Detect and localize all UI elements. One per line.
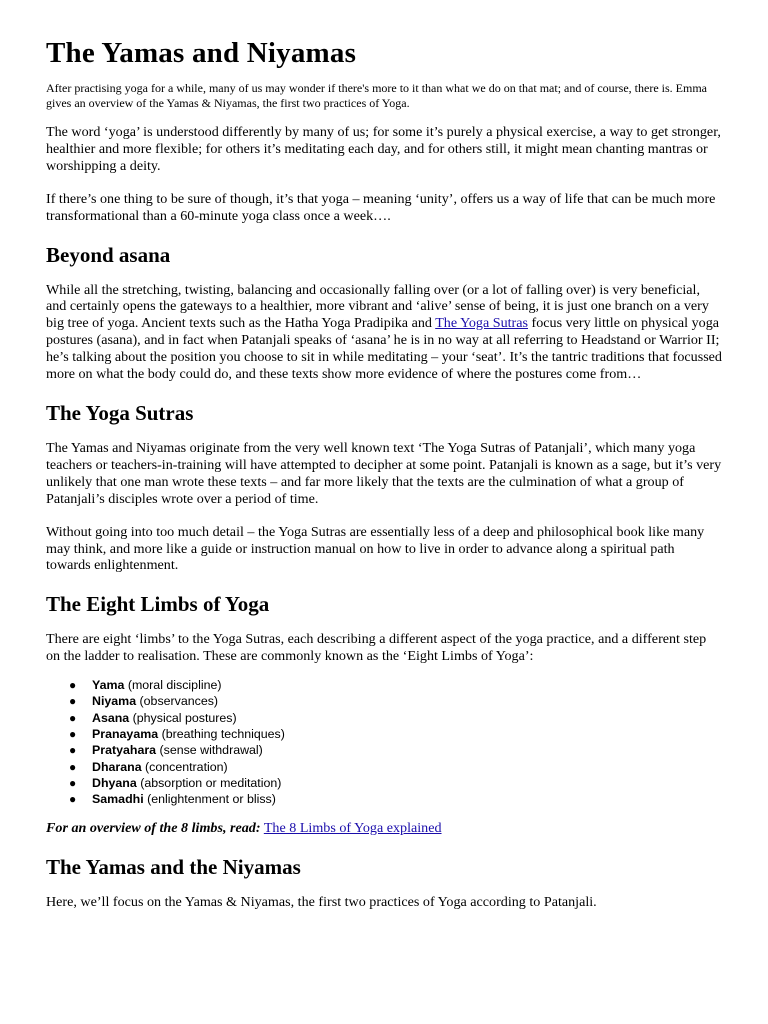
bullet-icon: ● <box>69 775 77 790</box>
list-item <box>46 791 722 807</box>
paragraph-sutras-guide: Without going into too much detail – the Yoga Sutras are essentially less of a deep and philosophical book like many may think, and more like a guide or instruction manual on how to live in order to advance along a spiritual path towards enlightenment. <box>46 523 705 574</box>
list-item <box>46 726 722 742</box>
paragraph-yoga-meaning: The word ‘yoga’ is understood differently by many of us; for some it’s purely a physical exercise, a way to get stronger, healthier and more flexible; for others it’s meditating each day, and for others still, it might mean chanting mantras or worshipping a deity. <box>46 124 721 174</box>
heading-beyond-asana: Beyond asana <box>46 242 171 267</box>
bullet-icon: ● <box>69 792 77 807</box>
limb-desc: (sense withdrawal) <box>156 743 263 758</box>
bullet-icon: ● <box>69 710 77 725</box>
heading-yamas-niyamas: The Yamas and the Niyamas <box>46 854 301 879</box>
list-item <box>46 693 722 709</box>
limb-name: Pranayama <box>92 727 159 742</box>
intro-paragraph: After practising yoga for a while, many of us may wonder if there's more to it than what we do on that mat; and of course, there is. Emma gives an overview of the Yamas & Niyamas, the first two practices of Yoga. <box>46 81 707 110</box>
paragraph-unity: If there’s one thing to be sure of though, it’s that yoga – meaning ‘unity’, offers us a way of life that can be much more transformational than a 60-minute yoga class once a week…. <box>46 190 716 224</box>
limb-desc: (absorption or meditation) <box>136 775 282 790</box>
limb-name: Pratyahara <box>92 743 157 758</box>
limb-desc: (concentration) <box>141 759 228 774</box>
limb-name: Asana <box>92 710 130 725</box>
paragraph-eight-limbs: There are eight ‘limbs’ to the Yoga Sutras, each describing a different aspect of the yoga practice, and a different step on the ladder to realisation. These are commonly known as the ‘Eight Limbs of Yoga’: <box>46 631 707 665</box>
limb-desc: (moral discipline) <box>124 678 222 693</box>
paragraph-beyond-asana <box>46 282 722 383</box>
limb-name: Dhyana <box>92 775 137 790</box>
beyond-text-2: focus very little on physical yoga postures (asana), and in fact when Patanjali speaks of ‘asana’ he is in no way at all referring to Headstand or Warrior II; he’s talking about the position you choose to sit in while meditating – your ‘seat’. It’s the tantric traditions that focussed more on what the body could do, and these texts show more evidence of where the postures come from… <box>46 315 722 383</box>
overview-lead: For an overview of the 8 limbs, read: <box>46 819 261 836</box>
list-item <box>46 677 722 693</box>
yoga-sutras-link[interactable]: The Yoga Sutras <box>435 315 528 332</box>
overview-line <box>46 820 722 837</box>
limb-name: Niyama <box>92 694 137 709</box>
heading-eight-limbs: The Eight Limbs of Yoga <box>46 592 270 617</box>
bullet-icon: ● <box>69 743 77 758</box>
limb-name: Dharana <box>92 759 142 774</box>
beyond-text-1: While all the stretching, twisting, balancing and occasionally falling over (or a lot of falling over) is very beneficial, and certainly opens the gateways to a healthier, more vibrant and ‘alive’ sense of being, it is just one branch on a very big tree of yoga. Ancient texts such as the Hatha Yoga Pradipika and <box>46 281 709 332</box>
page-title: The Yamas and Niyamas <box>46 37 357 69</box>
limb-name: Yama <box>92 678 125 693</box>
limb-desc: (enlightenment or bliss) <box>143 792 276 807</box>
list-item <box>46 710 722 726</box>
list-item <box>46 759 722 775</box>
limb-desc: (breathing techniques) <box>158 727 285 742</box>
limbs-list <box>46 677 722 807</box>
bullet-icon: ● <box>69 678 77 693</box>
eight-limbs-explained-link[interactable]: The 8 Limbs of Yoga explained <box>263 819 442 836</box>
bullet-icon: ● <box>69 759 77 774</box>
list-item <box>46 775 722 791</box>
limb-name: Samadhi <box>92 792 144 807</box>
bullet-icon: ● <box>69 694 77 709</box>
paragraph-yamas-focus: Here, we’ll focus on the Yamas & Niyamas, the first two practices of Yoga according to Patanjali. <box>46 893 597 910</box>
list-item <box>46 742 722 758</box>
paragraph-sutras-origin: The Yamas and Niyamas originate from the very well known text ‘The Yoga Sutras of Patanjali’, which many yoga teachers or teachers-in-training will have attempted to decipher at some point. Patanjali is known as a sage, but it’s very unlikely that one man wrote these texts – and far more likely that the texts are the culmination of what a group of Patanjali’s disciples wrote over a period of time. <box>46 439 722 507</box>
bullet-icon: ● <box>69 727 77 742</box>
limb-desc: (observances) <box>136 694 219 709</box>
heading-yoga-sutras: The Yoga Sutras <box>46 400 194 425</box>
limb-desc: (physical postures) <box>129 710 237 725</box>
